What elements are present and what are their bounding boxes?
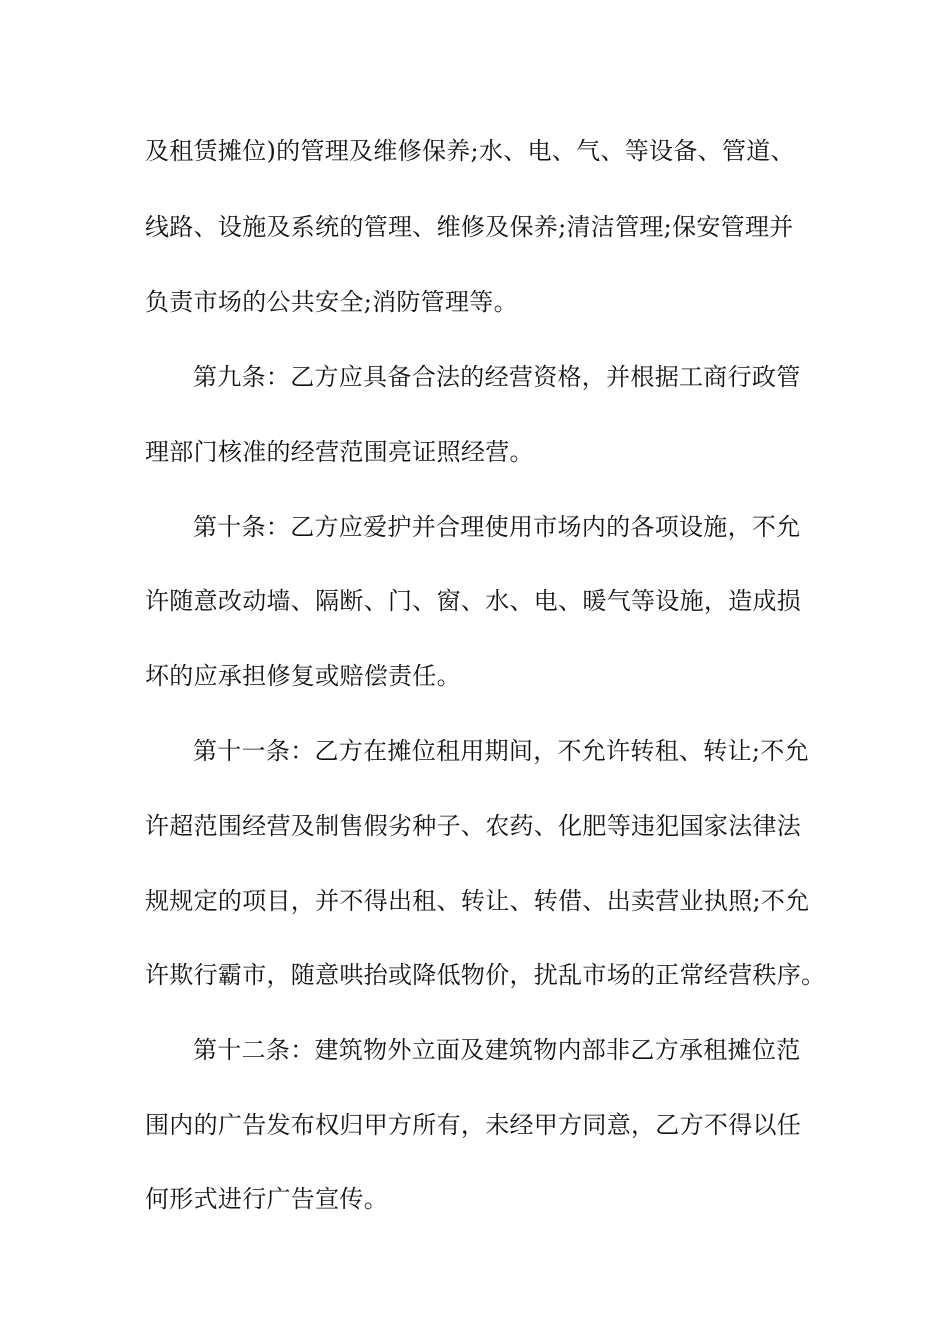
article-12-heading-line: 第十二条：建筑物外立面及建筑物内部非乙方承租摊位范 — [193, 1036, 801, 1064]
text-line: 及租赁摊位)的管理及维修保养;水、电、气、等设备、管道、 — [145, 137, 795, 165]
text-line: 许随意改动墙、隔断、门、窗、水、电、暖气等设施，造成损 — [145, 587, 802, 615]
text-line: 坏的应承担修复或赔偿责任。 — [145, 662, 461, 690]
text-line: 理部门核准的经营范围亮证照经营。 — [145, 438, 534, 466]
text-line: 围内的广告发布权归甲方所有，未经甲方同意，乙方不得以任 — [145, 1111, 802, 1139]
text-line: 许超范围经营及制售假劣种子、农药、化肥等违犯国家法律法 — [145, 812, 802, 840]
article-9-heading-line: 第九条：乙方应具备合法的经营资格，并根据工商行政管 — [193, 363, 801, 391]
text-line: 规规定的项目，并不得出租、转让、转借、出卖营业执照;不允 — [145, 887, 810, 915]
article-10-heading-line: 第十条：乙方应爱护并合理使用市场内的各项设施，不允 — [193, 513, 801, 541]
text-line: 负责市场的公共安全;消防管理等。 — [145, 288, 518, 316]
text-line: 何形式进行广告宣传。 — [145, 1185, 388, 1213]
text-line: 许欺行霸市，随意哄抬或降低物价，扰乱市场的正常经营秩序。 — [145, 961, 826, 989]
text-line: 线路、设施及系统的管理、维修及保养;清洁管理;保安管理并 — [145, 213, 794, 241]
article-11-heading-line: 第十一条：乙方在摊位租用期间，不允许转租、转让;不允 — [193, 737, 809, 765]
